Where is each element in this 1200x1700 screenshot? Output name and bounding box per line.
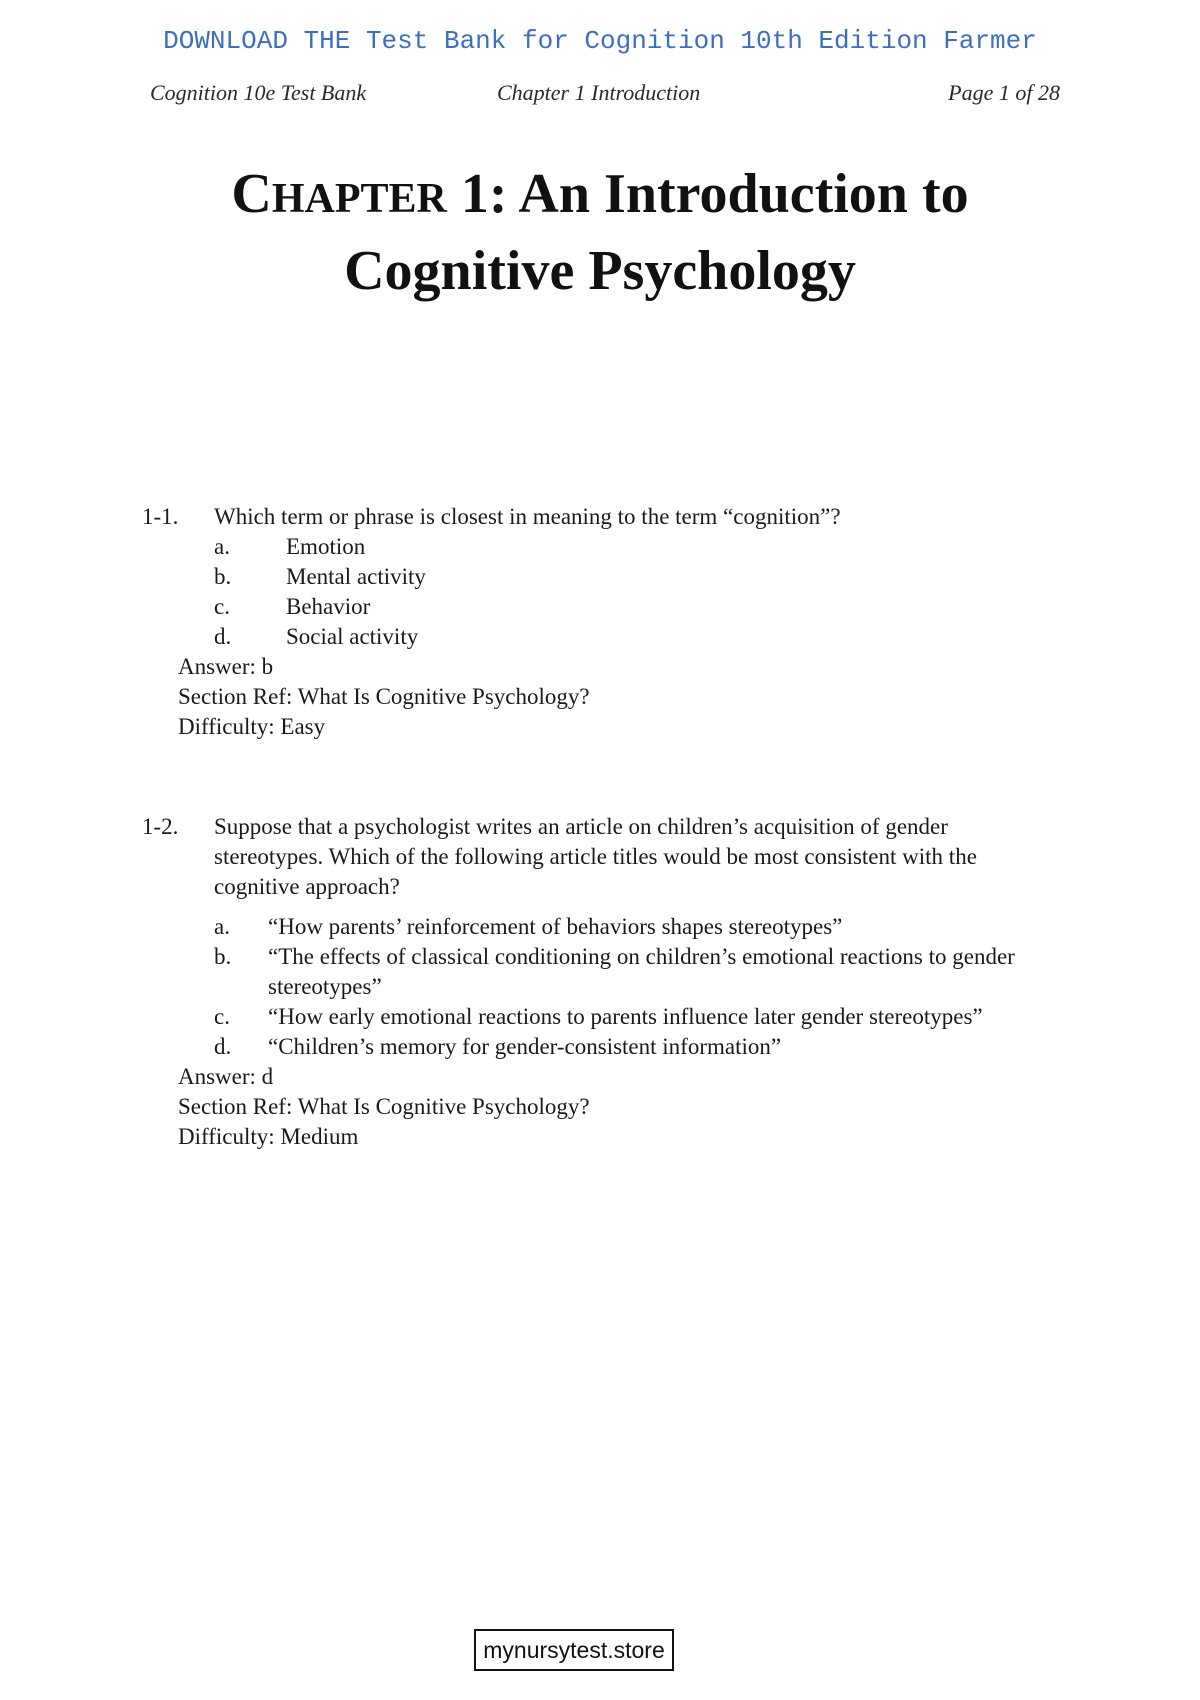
option-text: “Children’s memory for gender-consistent information” xyxy=(268,1034,782,1059)
section-ref: Section Ref: What Is Cognitive Psychology? xyxy=(178,684,590,709)
option-letter: c. xyxy=(214,1004,230,1029)
title-initial: C xyxy=(231,163,272,225)
option-d xyxy=(214,1032,1062,1062)
question-number: 1-1. xyxy=(142,504,179,529)
option-letter: b. xyxy=(214,944,232,969)
difficulty: Difficulty: Easy xyxy=(178,714,326,739)
option-text: “The effects of classical conditioning on children’s emotional reactions to gender stereotypes” xyxy=(268,944,1015,999)
difficulty: Difficulty: Medium xyxy=(178,1124,359,1149)
option-text: “How early emotional reactions to parents influence later gender stereotypes” xyxy=(268,1004,983,1029)
question-1-2 xyxy=(142,812,1062,1152)
option-letter: d. xyxy=(214,1034,232,1059)
question-meta xyxy=(178,1062,1062,1152)
chapter-title xyxy=(0,158,1200,307)
option-letter: d. xyxy=(214,624,232,649)
answer-options xyxy=(214,532,1062,652)
question-1-1 xyxy=(142,502,1062,742)
header-page-number: Page 1 of 28 xyxy=(948,80,1060,105)
option-c xyxy=(214,592,1062,622)
option-letter: b. xyxy=(214,564,232,589)
option-letter: c. xyxy=(214,594,230,619)
option-a xyxy=(214,912,1062,942)
option-letter: a. xyxy=(214,914,230,939)
option-b xyxy=(214,562,1062,592)
question-stem: Which term or phrase is closest in meaning to the term “cognition”? xyxy=(214,504,841,529)
option-text: Emotion xyxy=(286,534,366,559)
option-d xyxy=(214,622,1062,652)
option-c xyxy=(214,1002,1062,1032)
section-ref: Section Ref: What Is Cognitive Psychology? xyxy=(178,1094,590,1119)
question-number: 1-2. xyxy=(142,814,179,839)
chapter-title-line-2: Cognitive Psychology xyxy=(344,240,856,302)
title-small-caps: HAPTER xyxy=(271,176,447,222)
option-text: “How parents’ reinforcement of behaviors shapes stereotypes” xyxy=(268,914,843,939)
answer-options xyxy=(214,912,1062,1062)
option-b xyxy=(214,942,1062,1002)
option-text: Social activity xyxy=(286,624,419,649)
option-a xyxy=(214,532,1062,562)
question-meta xyxy=(178,652,1062,742)
question-stem: Suppose that a psychologist writes an article on children’s acquisition of gender stereotypes. Which of the following article titles would be most consistent with the cognitive approach? xyxy=(214,814,977,899)
footer-site-label[interactable]: mynursytest.store xyxy=(474,1629,674,1671)
title-line-1-rest: 1: An Introduction to xyxy=(446,163,969,225)
answer-key: Answer: d xyxy=(178,1064,274,1089)
download-banner[interactable]: DOWNLOAD THE Test Bank for Cognition 10th Edition Farmer xyxy=(163,26,1037,56)
chapter-title-line-1 xyxy=(0,158,1200,235)
option-letter: a. xyxy=(214,534,230,559)
answer-key: Answer: b xyxy=(178,654,274,679)
header-chapter: Chapter 1 Introduction xyxy=(497,80,701,105)
option-text: Mental activity xyxy=(286,564,426,589)
header-book-title: Cognition 10e Test Bank xyxy=(150,80,367,105)
option-text: Behavior xyxy=(286,594,371,619)
